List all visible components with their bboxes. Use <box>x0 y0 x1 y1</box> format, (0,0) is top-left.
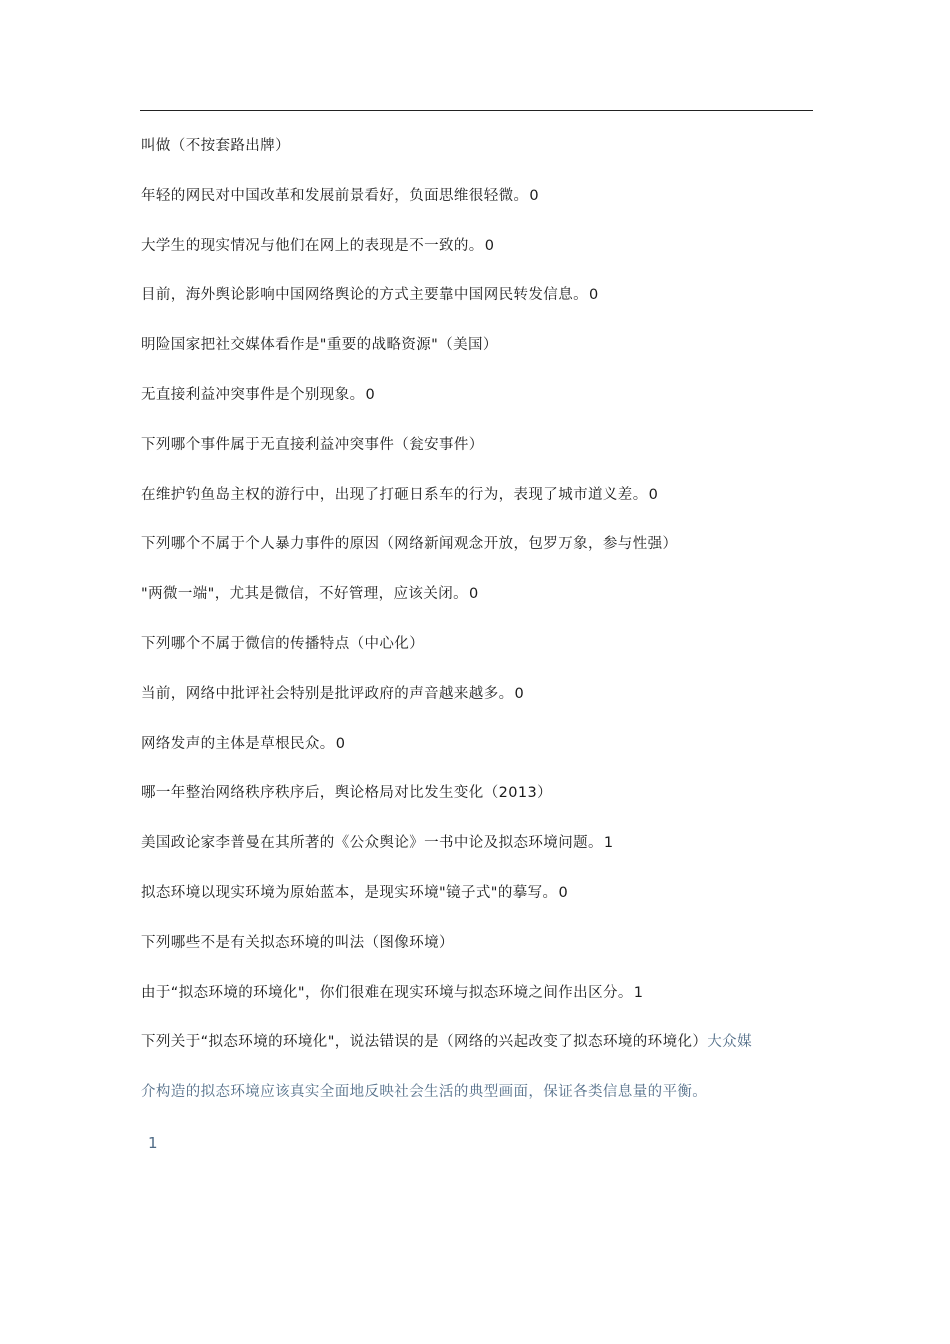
list-item <box>141 979 813 1029</box>
list-item <box>141 530 813 580</box>
list-item <box>141 182 813 232</box>
answer-value: 0 <box>558 884 568 901</box>
list-item <box>141 580 813 630</box>
question-list <box>141 132 813 1028</box>
list-item <box>141 381 813 431</box>
last-answer-part2: 介构造的拟态环境应该真实全面地反映社会生活的典型画面，保证各类信息量的平衡。 <box>141 1084 708 1100</box>
answer-value: 0 <box>335 735 345 752</box>
question-text: 年轻的网民对中国改革和发展前景看好，负面思维很轻微。 <box>141 187 529 204</box>
question-text: 下列哪个事件属于无直接利益冲突事件（瓮安事件） <box>141 436 484 453</box>
list-item <box>141 879 813 929</box>
question-text: 哪一年整治网络秩序秩序后，舆论格局对比发生变化（2013） <box>141 785 552 802</box>
list-item <box>141 232 813 282</box>
trailing-number: 1 <box>148 1134 158 1152</box>
answer-value: 0 <box>469 586 479 603</box>
last-question-block <box>141 1026 813 1126</box>
list-item <box>141 730 813 780</box>
last-answer-part1: 大众媒 <box>707 1034 752 1050</box>
answer-value: 0 <box>514 685 524 702</box>
question-text: 网络发声的主体是草根民众。 <box>141 735 335 752</box>
list-item <box>141 132 813 182</box>
list-item <box>141 281 813 331</box>
answer-value: 1 <box>633 984 644 1001</box>
question-text: 下列哪个不属于个人暴力事件的原因（网络新闻观念开放，包罗万象，参与性强） <box>141 536 678 553</box>
answer-value: 0 <box>484 237 494 254</box>
answer-value: 0 <box>365 386 375 403</box>
question-text: 下列哪个不属于微信的传播特点（中心化） <box>141 635 425 652</box>
question-text: 美国政论家李普曼在其所著的《公众舆论》一书中论及拟态环境问题。 <box>141 835 603 852</box>
list-item <box>141 481 813 531</box>
list-item <box>141 929 813 979</box>
question-text: 下列哪些不是有关拟态环境的叫法（图像环境） <box>141 934 454 951</box>
list-item <box>141 431 813 481</box>
question-text: 叫做（不按套路出牌） <box>141 138 290 154</box>
question-text: "两微一端"，尤其是微信，不好管理，应该关闭。 <box>141 586 469 603</box>
last-answer-row <box>141 1076 813 1126</box>
answer-value: 1 <box>603 835 614 852</box>
list-item <box>141 829 813 879</box>
answer-value: 0 <box>529 187 539 204</box>
question-text: 在维护钓鱼岛主权的游行中，出现了打砸日系车的行为，表现了城市道义差。 <box>141 486 648 503</box>
question-text: 明险国家把社交媒体看作是"重要的战略资源"（美国） <box>141 337 498 354</box>
list-item <box>141 779 813 829</box>
header-rule <box>140 110 813 111</box>
question-text: 当前，网络中批评社会特别是批评政府的声音越来越多。 <box>141 685 514 702</box>
last-question-row <box>141 1026 813 1076</box>
answer-value: 0 <box>589 287 599 304</box>
list-item <box>141 630 813 680</box>
list-item <box>141 680 813 730</box>
question-text: 大学生的现实情况与他们在网上的表现是不一致的。 <box>141 237 484 254</box>
list-item <box>141 331 813 381</box>
answer-value: 0 <box>648 486 658 503</box>
question-text: 拟态环境以现实环境为原始蓝本，是现实环境"镜子式"的摹写。 <box>141 884 558 901</box>
question-text: 无直接利益冲突事件是个别现象。 <box>141 386 365 403</box>
question-text: 由于“拟态环境的环境化"，你们很难在现实环境与拟态环境之间作出区分。 <box>141 984 633 1001</box>
last-question-text: 下列关于“拟态环境的环境化"，说法错误的是（网络的兴起改变了拟态环境的环境化） <box>141 1034 708 1050</box>
question-text: 目前，海外舆论影响中国网络舆论的方式主要靠中国网民转发信息。 <box>141 287 588 304</box>
